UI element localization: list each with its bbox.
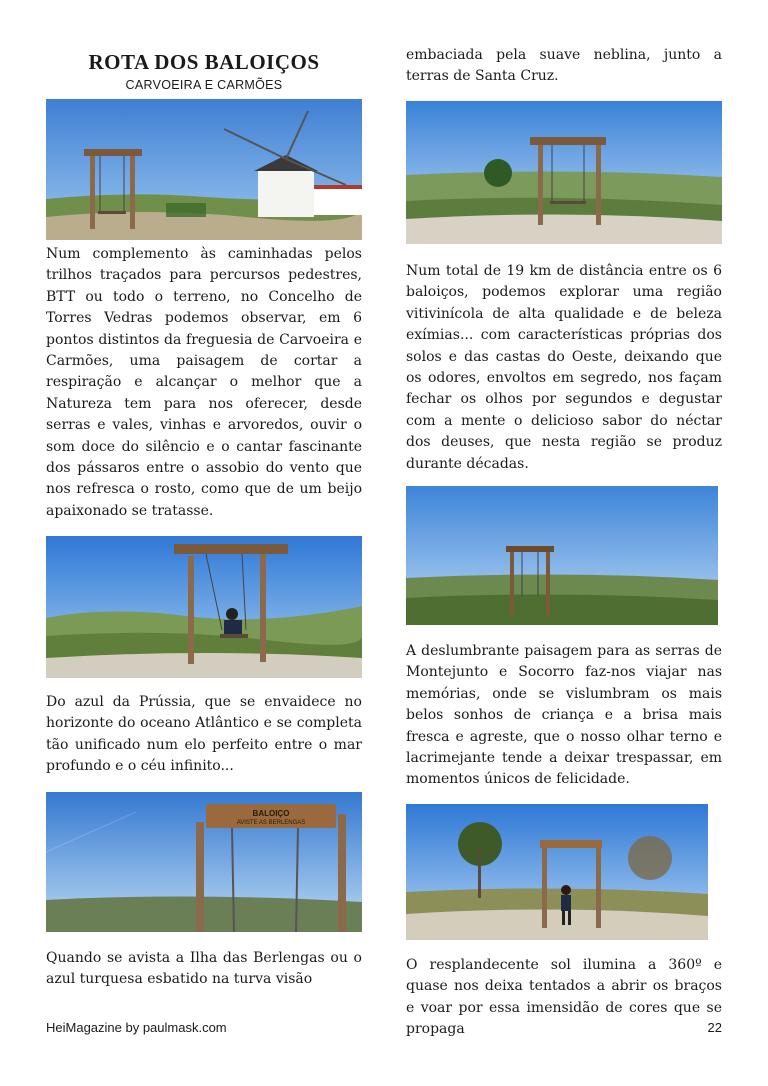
photo-swing-hilltop [406,486,718,625]
right-text-0 [406,45,722,88]
paragraph-prussian-blue: Do azul da Prússia, que se envaidece no horizonte do oceano Atlântico e se completa tão unificado num elo perfeito entre o mar profundo e o céu infinito... [46,694,362,775]
sign-text-baloico: BALOIÇO [252,809,290,818]
paragraph-montejunto: A deslumbrante paisagem para as serras de Montejunto e Socorro faz-nos viajar nas memórias, onde se vislumbram os mais belos sonhos de criança e a brisa mais fresca e agreste, que o nosso olhar terno e lacrimejante tende a deixar trespassar, em momentos únicos de felicidade. [406,643,722,788]
right-text-3 [406,955,722,1041]
paragraph-berlengas: Quando se avista a Ilha das Berlengas ou o azul turquesa esbatido na turva visão [46,950,362,988]
photo-person-on-swing [46,536,362,678]
footer-credit: HeiMagazine by paulmask.com [46,1020,227,1035]
right-text-1 [406,261,722,475]
right-text-2 [406,641,722,791]
sign-text-berlengas: AVISTE AS BERLENGAS [236,820,306,826]
paragraph-wine-region: Num total de 19 km de distância entre os 6 baloiços, podemos explorar uma região vitivinícola de alta qualidade e de beleza exímias... com características próprias dos solos e das castas do Oeste, deixando que os odores, envoltos em segredo, nos façam fechar os olhos por segundos e degustar com a mente o delicioso sabor do néctar dos deuses, que nesta região se produz durante décadas. [406,263,722,472]
paragraph-sun: O resplandecente sol ilumina a 360º e quase nos deixa tentados a abrir os braços e voar por essa imensidão de cores que se propaga [406,957,722,1038]
paragraph-santa-cruz: embaciada pela suave neblina, junto a terras de Santa Cruz. [406,47,722,85]
left-text-1 [46,244,362,522]
article-subtitle: CARVOEIRA E CARMÕES [125,78,283,92]
photo-person-standing-swing [406,804,708,940]
photo-swing-windmill [46,99,362,240]
left-text-2 [46,692,362,778]
article-header [46,50,362,92]
paragraph-intro: Num complemento às caminhadas pelos trilhos traçados para percursos pedestres, BTT ou todo o terreno, no Concelho de Torres Vedras podemos observar, em 6 pontos distintos da freguesia de Carvoeira e Carmões, uma paisagem de cortar a respiração e alcançar o melhor que a Natureza tem para nos oferecer, desde serras e vales, vinhas e arvoredos, ouvir o som doce do silêncio e o cantar fascinante dos pássaros entre o assobio do vento que nos refresca o rosto, como que de um beijo apaixonado se tratasse. [46,246,362,519]
page-number: 22 [707,1020,722,1035]
photo-berlengas-swing [46,792,362,932]
photo-swing-valley [406,101,722,244]
left-text-3 [46,948,362,991]
article-title: ROTA DOS BALOIÇOS [88,50,320,74]
